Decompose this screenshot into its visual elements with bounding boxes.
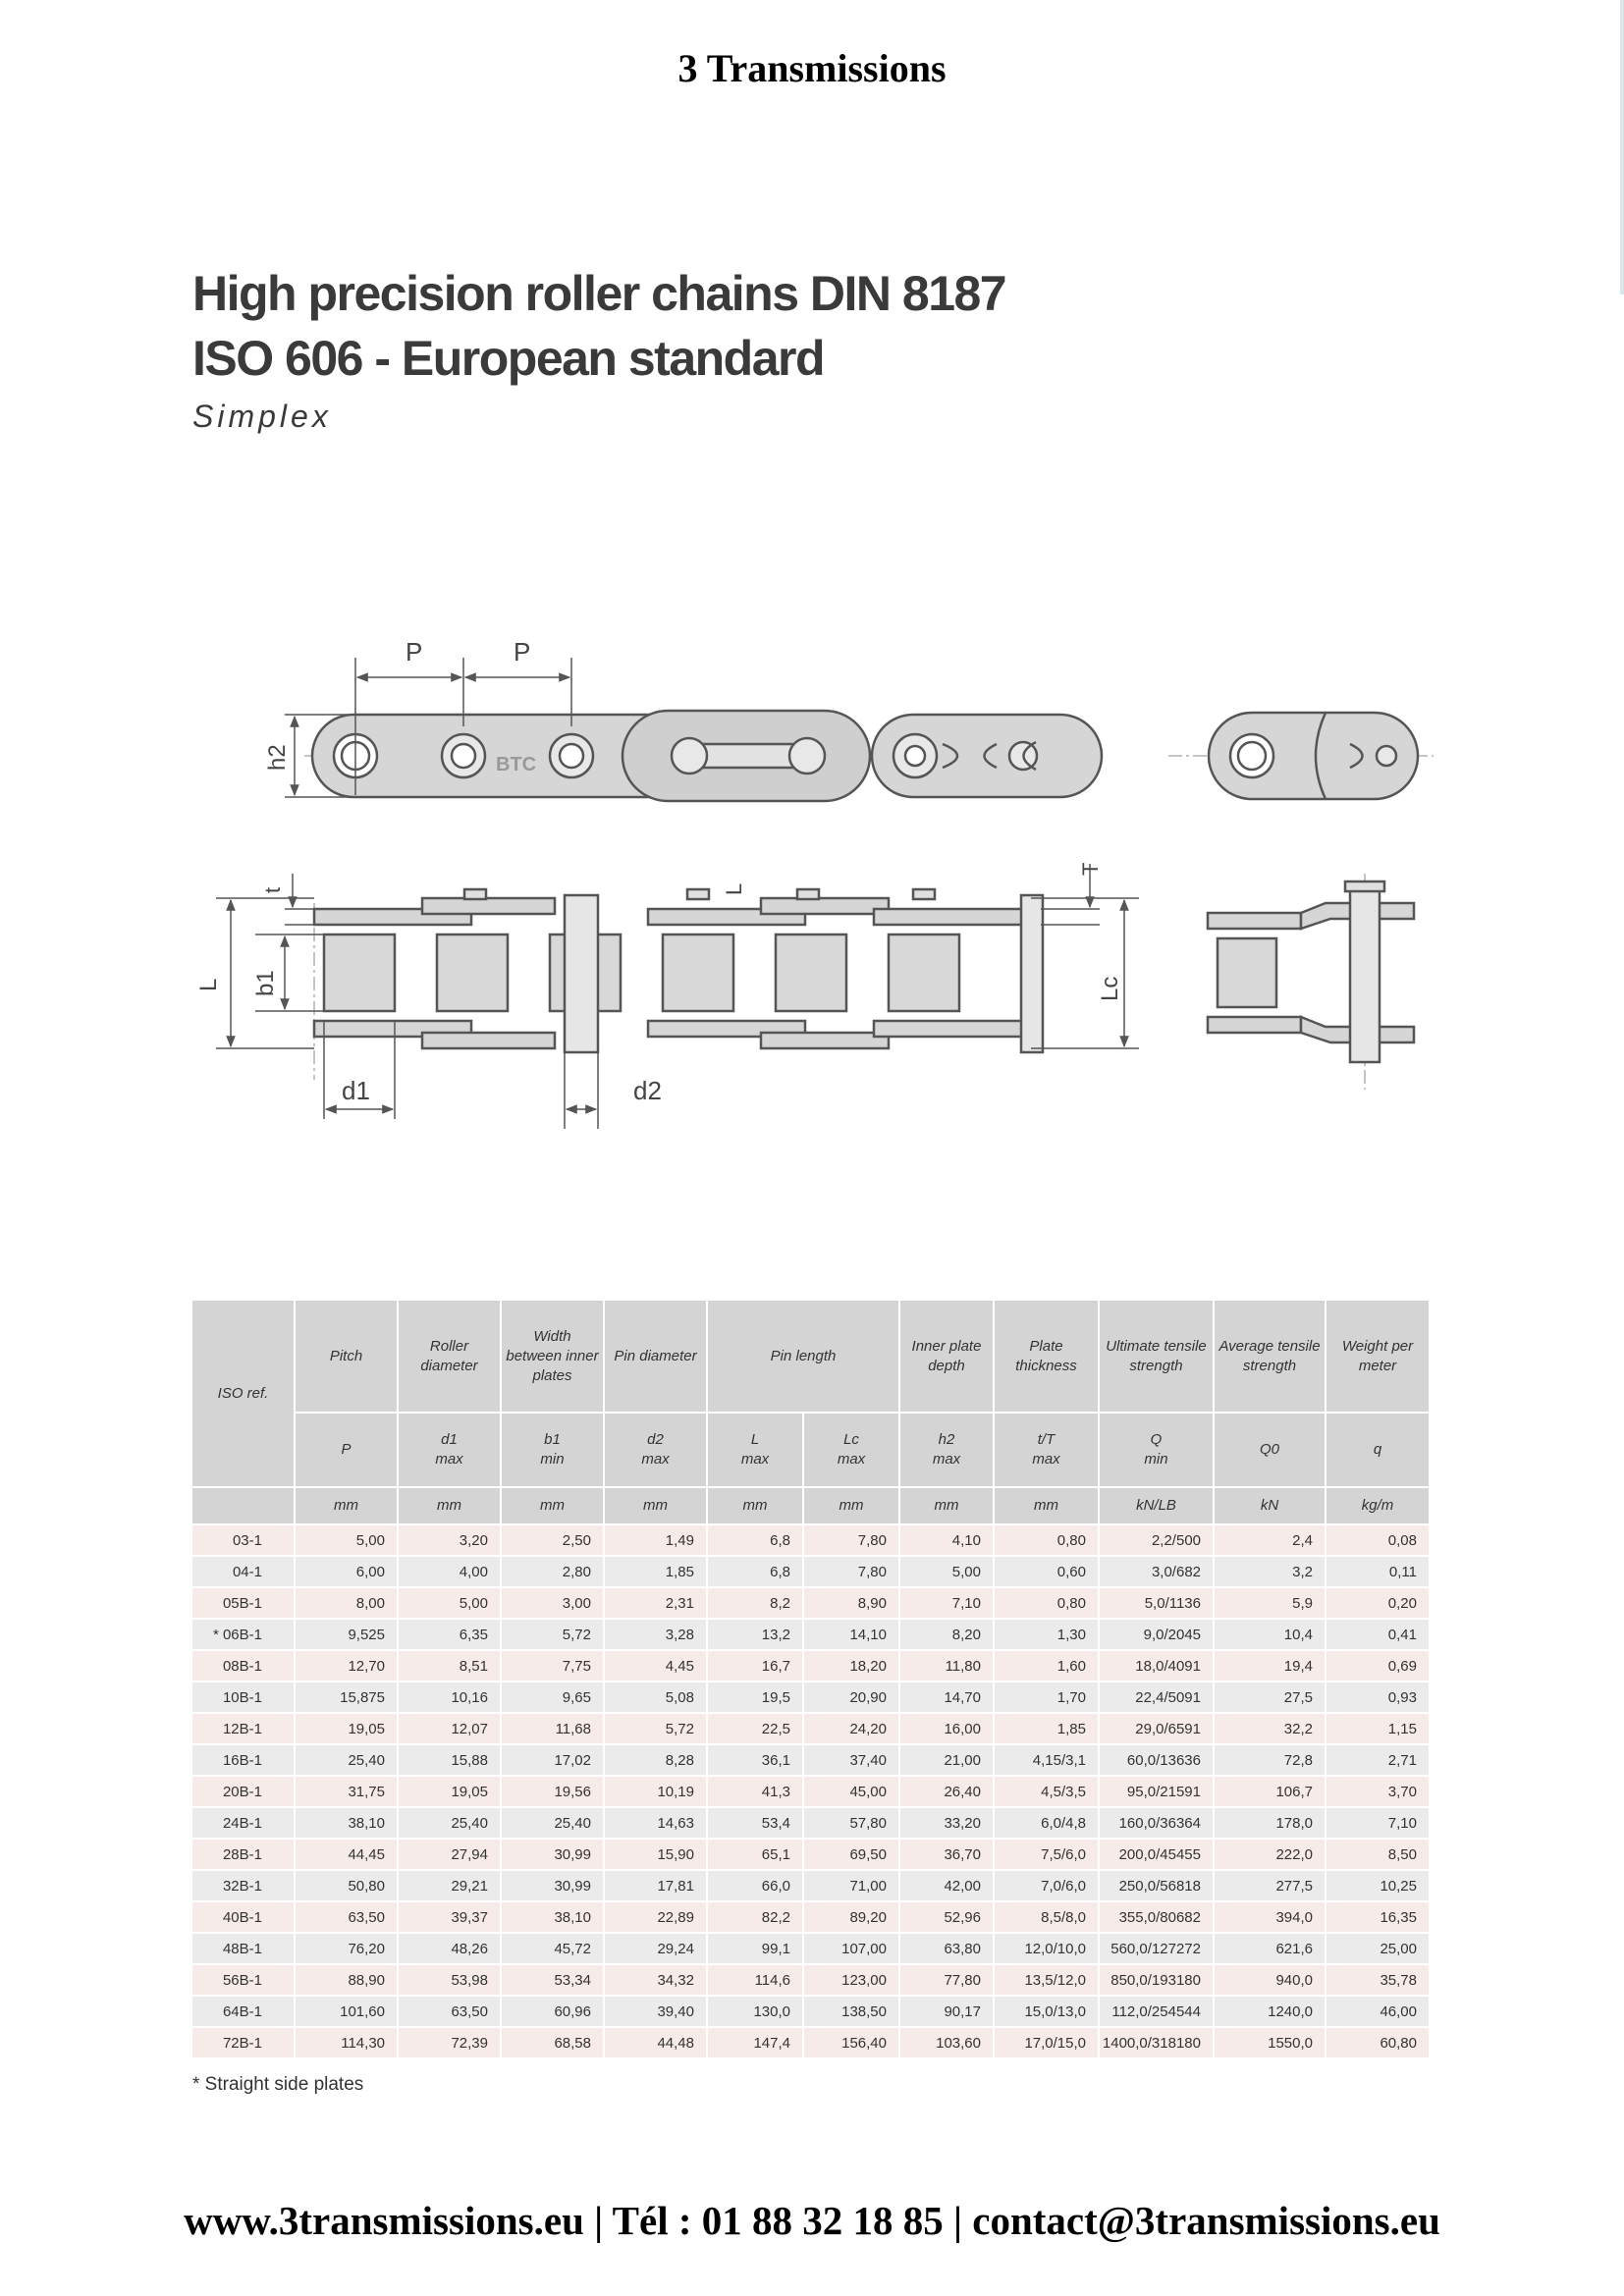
table-row: [192, 1556, 1430, 1587]
table-row: [192, 1839, 1430, 1870]
iso-ref-cell: 16B-1: [192, 1744, 295, 1776]
document-subtitle: Simplex: [192, 399, 332, 434]
unit-cell: mm: [899, 1487, 994, 1524]
value-cell: 11,80: [899, 1650, 994, 1682]
value-cell: 53,34: [501, 1964, 604, 1996]
header-width-between-plates: Width between inner plates: [501, 1301, 604, 1413]
value-cell: 850,0/193180: [1099, 1964, 1214, 1996]
value-cell: 4,00: [398, 1556, 501, 1587]
value-cell: 1550,0: [1214, 2027, 1326, 2058]
value-cell: 0,60: [994, 1556, 1099, 1587]
value-cell: 29,21: [398, 1870, 501, 1901]
iso-ref-cell: 48B-1: [192, 1933, 295, 1964]
value-cell: 3,00: [501, 1587, 604, 1619]
unit-cell: mm: [994, 1487, 1099, 1524]
value-cell: 3,20: [398, 1524, 501, 1556]
value-cell: 6,35: [398, 1619, 501, 1650]
value-cell: 63,80: [899, 1933, 994, 1964]
specs-table: [192, 1301, 1431, 2059]
table-symbol-row: [192, 1413, 1430, 1487]
symbol-cell: Q min: [1099, 1413, 1214, 1487]
value-cell: 114,30: [295, 2027, 398, 2058]
value-cell: 1,49: [604, 1524, 707, 1556]
symbol-cell: d2 max: [604, 1413, 707, 1487]
value-cell: 1,70: [994, 1682, 1099, 1713]
header-pin-length: Pin length: [707, 1301, 899, 1413]
value-cell: 160,0/36364: [1099, 1807, 1214, 1839]
value-cell: 44,45: [295, 1839, 398, 1870]
value-cell: 88,90: [295, 1964, 398, 1996]
value-cell: 0,20: [1326, 1587, 1430, 1619]
iso-ref-cell: 12B-1: [192, 1713, 295, 1744]
iso-ref-cell: 40B-1: [192, 1901, 295, 1933]
value-cell: 35,78: [1326, 1964, 1430, 1996]
value-cell: 560,0/127272: [1099, 1933, 1214, 1964]
header-pitch: Pitch: [295, 1301, 398, 1413]
value-cell: 38,10: [295, 1807, 398, 1839]
label-t: t: [260, 886, 285, 893]
value-cell: 77,80: [899, 1964, 994, 1996]
value-cell: 29,24: [604, 1933, 707, 1964]
value-cell: 20,90: [803, 1682, 899, 1713]
iso-ref-cell: 72B-1: [192, 2027, 295, 2058]
value-cell: 3,28: [604, 1619, 707, 1650]
value-cell: 82,2: [707, 1901, 803, 1933]
chain-end-view: [1168, 713, 1434, 799]
value-cell: 2,2/500: [1099, 1524, 1214, 1556]
value-cell: 12,70: [295, 1650, 398, 1682]
value-cell: 46,00: [1326, 1996, 1430, 2027]
value-cell: 68,58: [501, 2027, 604, 2058]
value-cell: 72,39: [398, 2027, 501, 2058]
value-cell: 14,70: [899, 1682, 994, 1713]
table-row: [192, 1776, 1430, 1807]
unit-cell: mm: [604, 1487, 707, 1524]
value-cell: 71,00: [803, 1870, 899, 1901]
table-header-row: [192, 1301, 1430, 1413]
value-cell: 36,70: [899, 1839, 994, 1870]
value-cell: 138,50: [803, 1996, 899, 2027]
symbol-cell: h2 max: [899, 1413, 994, 1487]
value-cell: 9,0/2045: [1099, 1619, 1214, 1650]
value-cell: 5,00: [398, 1587, 501, 1619]
value-cell: 0,80: [994, 1524, 1099, 1556]
label-b1: b1: [252, 970, 279, 996]
value-cell: 5,00: [899, 1556, 994, 1587]
value-cell: 45,72: [501, 1933, 604, 1964]
footnote: * Straight side plates: [192, 2074, 364, 2095]
table-row: [192, 1744, 1430, 1776]
value-cell: 103,60: [899, 2027, 994, 2058]
value-cell: 621,6: [1214, 1933, 1326, 1964]
chain-side-end-view: [1208, 874, 1414, 1090]
value-cell: 156,40: [803, 2027, 899, 2058]
page-edge-strip: [1620, 0, 1624, 294]
title-line-2: ISO 606 - European standard: [192, 331, 825, 386]
value-cell: 12,07: [398, 1713, 501, 1744]
value-cell: 25,40: [501, 1807, 604, 1839]
unit-cell: mm: [707, 1487, 803, 1524]
value-cell: 1,85: [604, 1556, 707, 1587]
symbol-cell: d1 max: [398, 1413, 501, 1487]
value-cell: 250,0/56818: [1099, 1870, 1214, 1901]
value-cell: 9,65: [501, 1682, 604, 1713]
value-cell: 7,5/6,0: [994, 1839, 1099, 1870]
value-cell: 25,00: [1326, 1933, 1430, 1964]
value-cell: 50,80: [295, 1870, 398, 1901]
value-cell: 6,8: [707, 1524, 803, 1556]
value-cell: 19,5: [707, 1682, 803, 1713]
table-unit-row: [192, 1487, 1430, 1524]
chain-logo-text: BTC: [496, 754, 537, 775]
value-cell: 123,00: [803, 1964, 899, 1996]
value-cell: 19,4: [1214, 1650, 1326, 1682]
value-cell: 394,0: [1214, 1901, 1326, 1933]
value-cell: 16,7: [707, 1650, 803, 1682]
unit-cell: mm: [398, 1487, 501, 1524]
value-cell: 200,0/45455: [1099, 1839, 1214, 1870]
header-weight-per-meter: Weight per meter: [1326, 1301, 1430, 1413]
value-cell: 16,35: [1326, 1901, 1430, 1933]
value-cell: 7,75: [501, 1650, 604, 1682]
label-d2: d2: [633, 1076, 662, 1105]
label-p-2: P: [514, 637, 531, 667]
value-cell: 42,00: [899, 1870, 994, 1901]
value-cell: 12,0/10,0: [994, 1933, 1099, 1964]
header-pin-diameter: Pin diameter: [604, 1301, 707, 1413]
value-cell: 72,8: [1214, 1744, 1326, 1776]
value-cell: 0,69: [1326, 1650, 1430, 1682]
value-cell: 130,0: [707, 1996, 803, 2027]
value-cell: 4,15/3,1: [994, 1744, 1099, 1776]
specs-table-container: [192, 1301, 1430, 2059]
value-cell: 6,00: [295, 1556, 398, 1587]
value-cell: 5,00: [295, 1524, 398, 1556]
symbol-cell: Lc max: [803, 1413, 899, 1487]
iso-ref-cell: 08B-1: [192, 1650, 295, 1682]
iso-ref-cell: 56B-1: [192, 1964, 295, 1996]
value-cell: 22,5: [707, 1713, 803, 1744]
iso-ref-cell: * 06B-1: [192, 1619, 295, 1650]
value-cell: 39,37: [398, 1901, 501, 1933]
value-cell: 8,00: [295, 1587, 398, 1619]
value-cell: 18,20: [803, 1650, 899, 1682]
value-cell: 53,98: [398, 1964, 501, 1996]
value-cell: 2,80: [501, 1556, 604, 1587]
value-cell: 95,0/21591: [1099, 1776, 1214, 1807]
value-cell: 10,19: [604, 1776, 707, 1807]
value-cell: 13,2: [707, 1619, 803, 1650]
value-cell: 5,9: [1214, 1587, 1326, 1619]
value-cell: 1,85: [994, 1713, 1099, 1744]
value-cell: 18,0/4091: [1099, 1650, 1214, 1682]
iso-ref-cell: 04-1: [192, 1556, 295, 1587]
value-cell: 11,68: [501, 1713, 604, 1744]
value-cell: 4,10: [899, 1524, 994, 1556]
value-cell: 147,4: [707, 2027, 803, 2058]
symbol-cell: t/T max: [994, 1413, 1099, 1487]
value-cell: 2,31: [604, 1587, 707, 1619]
value-cell: 44,48: [604, 2027, 707, 2058]
value-cell: 17,0/15,0: [994, 2027, 1099, 2058]
table-row: [192, 1587, 1430, 1619]
value-cell: 7,10: [899, 1587, 994, 1619]
value-cell: 57,80: [803, 1807, 899, 1839]
value-cell: 69,50: [803, 1839, 899, 1870]
value-cell: 8,20: [899, 1619, 994, 1650]
symbol-cell: q: [1326, 1413, 1430, 1487]
value-cell: 9,525: [295, 1619, 398, 1650]
value-cell: 107,00: [803, 1933, 899, 1964]
table-row: [192, 2027, 1430, 2058]
table-row: [192, 1933, 1430, 1964]
value-cell: 277,5: [1214, 1870, 1326, 1901]
unit-cell: kg/m: [1326, 1487, 1430, 1524]
value-cell: 65,1: [707, 1839, 803, 1870]
label-p-1: P: [406, 637, 423, 667]
value-cell: 19,56: [501, 1776, 604, 1807]
label-l-side: L: [195, 978, 222, 991]
value-cell: 24,20: [803, 1713, 899, 1744]
value-cell: 13,5/12,0: [994, 1964, 1099, 1996]
value-cell: 1240,0: [1214, 1996, 1326, 2027]
value-cell: 7,10: [1326, 1807, 1430, 1839]
value-cell: 30,99: [501, 1870, 604, 1901]
contact-footer: www.3transmissions.eu | Tél : 01 88 32 18 85 | contact@3transmissions.eu: [184, 2198, 1440, 2243]
value-cell: 3,70: [1326, 1776, 1430, 1807]
value-cell: 60,96: [501, 1996, 604, 2027]
table-row: [192, 1524, 1430, 1556]
value-cell: 66,0: [707, 1870, 803, 1901]
value-cell: 16,00: [899, 1713, 994, 1744]
symbol-cell: L max: [707, 1413, 803, 1487]
value-cell: 29,0/6591: [1099, 1713, 1214, 1744]
value-cell: 5,0/1136: [1099, 1587, 1214, 1619]
table-row: [192, 1870, 1430, 1901]
header-roller-diameter: Roller diameter: [398, 1301, 501, 1413]
iso-ref-cell: 24B-1: [192, 1807, 295, 1839]
value-cell: 355,0/80682: [1099, 1901, 1214, 1933]
value-cell: 15,90: [604, 1839, 707, 1870]
table-row: [192, 1901, 1430, 1933]
header-ultimate-tensile-strength: Ultimate tensile strength: [1099, 1301, 1214, 1413]
symbol-cell: Q0: [1214, 1413, 1326, 1487]
value-cell: 1,60: [994, 1650, 1099, 1682]
value-cell: 26,40: [899, 1776, 994, 1807]
label-t-upper: T: [1078, 862, 1103, 876]
header-inner-plate-depth: Inner plate depth: [899, 1301, 994, 1413]
value-cell: 178,0: [1214, 1807, 1326, 1839]
value-cell: 90,17: [899, 1996, 994, 2027]
value-cell: 45,00: [803, 1776, 899, 1807]
value-cell: 5,72: [604, 1713, 707, 1744]
value-cell: 17,81: [604, 1870, 707, 1901]
value-cell: 14,63: [604, 1807, 707, 1839]
value-cell: 60,0/13636: [1099, 1744, 1214, 1776]
iso-ref-cell: 10B-1: [192, 1682, 295, 1713]
value-cell: 8,51: [398, 1650, 501, 1682]
value-cell: 38,10: [501, 1901, 604, 1933]
value-cell: 2,71: [1326, 1744, 1430, 1776]
value-cell: 8,2: [707, 1587, 803, 1619]
unit-cell: mm: [803, 1487, 899, 1524]
iso-ref-cell: 28B-1: [192, 1839, 295, 1870]
value-cell: 32,2: [1214, 1713, 1326, 1744]
value-cell: 33,20: [899, 1807, 994, 1839]
value-cell: 106,7: [1214, 1776, 1326, 1807]
value-cell: 39,40: [604, 1996, 707, 2027]
value-cell: 1400,0/318180: [1099, 2027, 1214, 2058]
value-cell: 27,94: [398, 1839, 501, 1870]
value-cell: 4,45: [604, 1650, 707, 1682]
value-cell: 99,1: [707, 1933, 803, 1964]
value-cell: 22,89: [604, 1901, 707, 1933]
table-body: [192, 1524, 1430, 2058]
value-cell: 19,05: [295, 1713, 398, 1744]
value-cell: 4,5/3,5: [994, 1776, 1099, 1807]
header-plate-thickness: Plate thickness: [994, 1301, 1099, 1413]
chain-side-view: [314, 889, 1043, 1080]
value-cell: 1,15: [1326, 1713, 1430, 1744]
value-cell: 17,02: [501, 1744, 604, 1776]
header-iso-ref: ISO ref.: [192, 1301, 295, 1487]
chain-diagram: [187, 618, 1443, 1129]
iso-ref-cell: 20B-1: [192, 1776, 295, 1807]
value-cell: 940,0: [1214, 1964, 1326, 1996]
chain-top-view: [304, 711, 1102, 801]
value-cell: 8,90: [803, 1587, 899, 1619]
table-row: [192, 1713, 1430, 1744]
value-cell: 5,72: [501, 1619, 604, 1650]
value-cell: 30,99: [501, 1839, 604, 1870]
value-cell: 21,00: [899, 1744, 994, 1776]
table-row: [192, 1964, 1430, 1996]
table-row: [192, 1996, 1430, 2027]
company-header: 3 Transmissions: [677, 46, 947, 90]
value-cell: 63,50: [295, 1901, 398, 1933]
value-cell: 3,2: [1214, 1556, 1326, 1587]
value-cell: 15,0/13,0: [994, 1996, 1099, 2027]
value-cell: 7,0/6,0: [994, 1870, 1099, 1901]
label-d1: d1: [342, 1076, 370, 1105]
value-cell: 8,50: [1326, 1839, 1430, 1870]
value-cell: 7,80: [803, 1524, 899, 1556]
unit-cell: kN: [1214, 1487, 1326, 1524]
value-cell: 112,0/254544: [1099, 1996, 1214, 2027]
value-cell: 5,08: [604, 1682, 707, 1713]
value-cell: 52,96: [899, 1901, 994, 1933]
value-cell: 53,4: [707, 1807, 803, 1839]
value-cell: 10,4: [1214, 1619, 1326, 1650]
value-cell: 114,6: [707, 1964, 803, 1996]
value-cell: 8,28: [604, 1744, 707, 1776]
value-cell: 34,32: [604, 1964, 707, 1996]
value-cell: 41,3: [707, 1776, 803, 1807]
table-row: [192, 1807, 1430, 1839]
value-cell: 2,50: [501, 1524, 604, 1556]
value-cell: 36,1: [707, 1744, 803, 1776]
value-cell: 8,5/8,0: [994, 1901, 1099, 1933]
value-cell: 63,50: [398, 1996, 501, 2027]
value-cell: 89,20: [803, 1901, 899, 1933]
unit-cell: mm: [295, 1487, 398, 1524]
value-cell: 48,26: [398, 1933, 501, 1964]
value-cell: 31,75: [295, 1776, 398, 1807]
unit-cell-blank: [192, 1487, 295, 1524]
unit-cell: kN/LB: [1099, 1487, 1214, 1524]
value-cell: 37,40: [803, 1744, 899, 1776]
iso-ref-cell: 32B-1: [192, 1870, 295, 1901]
symbol-cell: P: [295, 1413, 398, 1487]
iso-ref-cell: 64B-1: [192, 1996, 295, 2027]
value-cell: 3,0/682: [1099, 1556, 1214, 1587]
value-cell: 1,30: [994, 1619, 1099, 1650]
header-average-tensile-strength: Average tensile strength: [1214, 1301, 1326, 1413]
value-cell: 0,11: [1326, 1556, 1430, 1587]
table-row: [192, 1682, 1430, 1713]
document-title: [192, 261, 1005, 391]
title-line-1: High precision roller chains DIN 8187: [192, 266, 1006, 321]
iso-ref-cell: 03-1: [192, 1524, 295, 1556]
value-cell: 0,08: [1326, 1524, 1430, 1556]
table-row: [192, 1619, 1430, 1650]
value-cell: 0,80: [994, 1587, 1099, 1619]
value-cell: 10,25: [1326, 1870, 1430, 1901]
value-cell: 15,88: [398, 1744, 501, 1776]
value-cell: 27,5: [1214, 1682, 1326, 1713]
value-cell: 222,0: [1214, 1839, 1326, 1870]
value-cell: 15,875: [295, 1682, 398, 1713]
value-cell: 0,41: [1326, 1619, 1430, 1650]
table-row: [192, 1650, 1430, 1682]
value-cell: 76,20: [295, 1933, 398, 1964]
value-cell: 101,60: [295, 1996, 398, 2027]
value-cell: 25,40: [398, 1807, 501, 1839]
symbol-cell: b1 min: [501, 1413, 604, 1487]
value-cell: 10,16: [398, 1682, 501, 1713]
value-cell: 19,05: [398, 1776, 501, 1807]
value-cell: 14,10: [803, 1619, 899, 1650]
label-l-top: L: [722, 882, 746, 895]
value-cell: 6,8: [707, 1556, 803, 1587]
iso-ref-cell: 05B-1: [192, 1587, 295, 1619]
value-cell: 22,4/5091: [1099, 1682, 1214, 1713]
value-cell: 25,40: [295, 1744, 398, 1776]
value-cell: 60,80: [1326, 2027, 1430, 2058]
label-lc: Lc: [1097, 976, 1123, 1001]
value-cell: 7,80: [803, 1556, 899, 1587]
unit-cell: mm: [501, 1487, 604, 1524]
label-h2: h2: [264, 744, 291, 771]
value-cell: 2,4: [1214, 1524, 1326, 1556]
value-cell: 6,0/4,8: [994, 1807, 1099, 1839]
value-cell: 0,93: [1326, 1682, 1430, 1713]
